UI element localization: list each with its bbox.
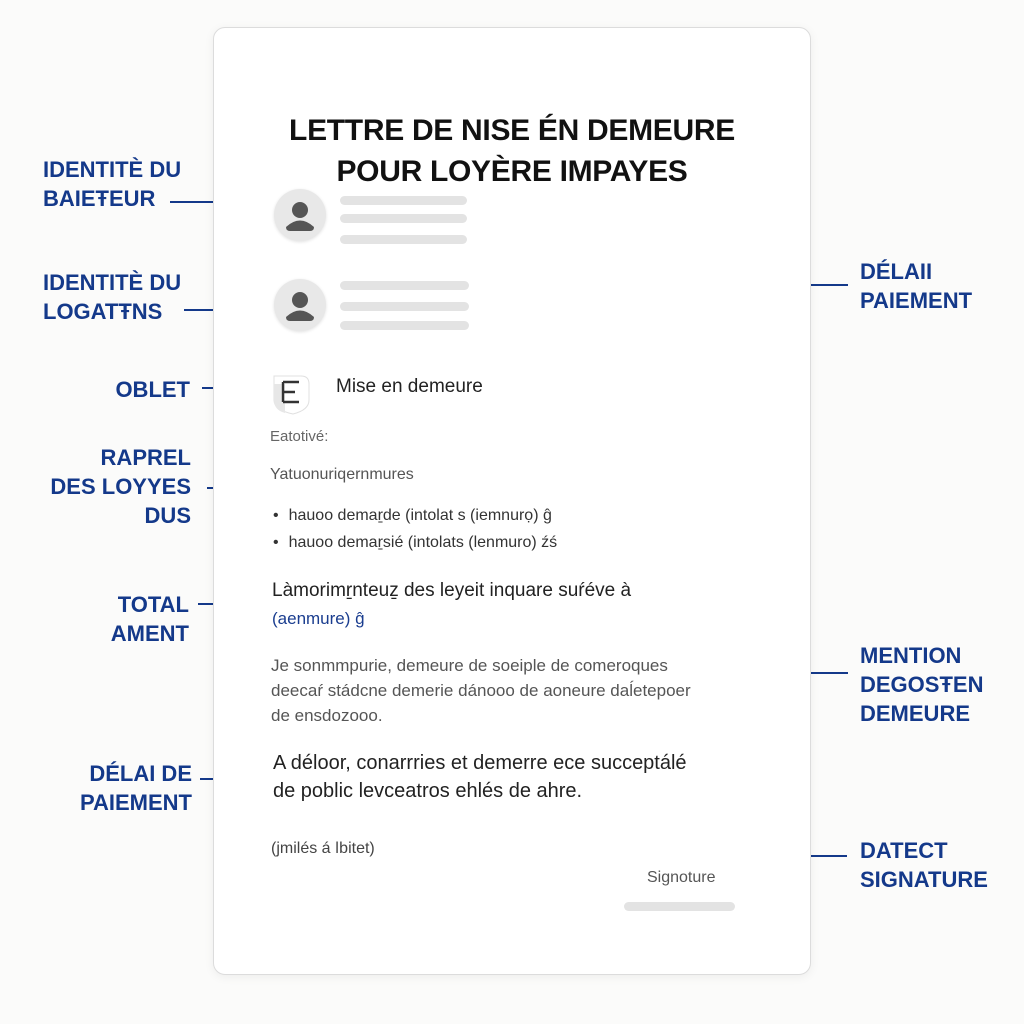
list-item: • hauoo demaṟde (intolat s (iemnurọ) ĝ [273, 507, 552, 525]
label-notice-mention [860, 641, 983, 728]
total-amount: (aenmure) ĝ [272, 609, 365, 628]
person-icon [274, 189, 326, 241]
label-line: MENTION [860, 643, 962, 668]
landlord-avatar [274, 189, 326, 241]
title-line: LETTRE DE NISE ÉN DEMEURE [289, 114, 735, 147]
document-icon [271, 372, 315, 416]
label-line: RAPREL [100, 445, 191, 470]
mention-line: Je sonmmpurie, demeure de soeiple de comeroques [271, 656, 668, 675]
label-line: DEMEURE [860, 701, 971, 726]
label-line: PAIEMENT [79, 790, 192, 815]
label-payment-deadline [80, 759, 192, 817]
connector-line [810, 284, 848, 286]
label-line: SIGNATURE [860, 867, 988, 892]
label-line: DÉLAI DE [89, 761, 192, 786]
label-line: BAIEŦEUR [43, 186, 156, 211]
deadline-line: A déloor, conarrries et demerre ece succeptálé [273, 752, 687, 774]
placeholder-line [340, 235, 467, 244]
label-line: DES LOYYES [50, 474, 191, 499]
label-line: IDENTITÈ DU [43, 270, 182, 295]
tenant-avatar [274, 279, 326, 331]
label-rent-reminder [50, 443, 191, 530]
person-icon [274, 279, 326, 331]
label-payment-deadline-right [860, 257, 972, 315]
section-label: Eatotivé: [270, 428, 329, 445]
page-title [214, 110, 810, 192]
label-line: DUS [144, 503, 191, 528]
label-line: PAIEMENT [860, 288, 973, 313]
deadline-line: de poblic levceatros ehlés de ahre. [273, 780, 583, 802]
intro-text: Yatuonuriqernmures [270, 466, 414, 483]
signature-label: Signoture [647, 869, 716, 886]
label-line: AMENT [110, 621, 189, 646]
closing-text: (jmilés á ǀbitet) [271, 840, 375, 857]
mention-line: deecaŕ stádcne demerie dánooo de aoneure daĺetepoer [271, 681, 691, 700]
label-line: DEGOSŦEN [860, 672, 984, 697]
signature-line [624, 902, 735, 911]
title-line: POUR LOYÈRE IMPAYES [336, 155, 688, 188]
subject-text: Mise en demeure [336, 376, 483, 397]
placeholder-line [340, 214, 467, 223]
placeholder-line [340, 302, 469, 311]
label-total-amount [111, 590, 189, 648]
label-line: DATECT [860, 838, 948, 863]
letter-document [213, 27, 811, 975]
label-tenant-identity [43, 268, 181, 326]
label-landlord-identity [43, 155, 181, 213]
placeholder-line [340, 321, 469, 330]
mention-line: de ensdozooo. [271, 706, 383, 725]
label-line: LOGATŦNS [43, 299, 163, 324]
list-item: • hauoo demaṟsié (intolats (lenmuro) źś [273, 534, 557, 552]
label-line: IDENTITÈ DU [43, 157, 182, 182]
placeholder-line [340, 281, 469, 290]
placeholder-line [340, 196, 467, 205]
label-line: TOTAL [117, 592, 189, 617]
label-date-signature [860, 836, 988, 894]
label-line: OBLET [115, 377, 190, 402]
label-line: DÉLAII [860, 259, 933, 284]
total-text: Làmorimṟnteuẕ des leyeit inquare suŕéve à [272, 580, 632, 601]
label-subject [115, 375, 190, 404]
